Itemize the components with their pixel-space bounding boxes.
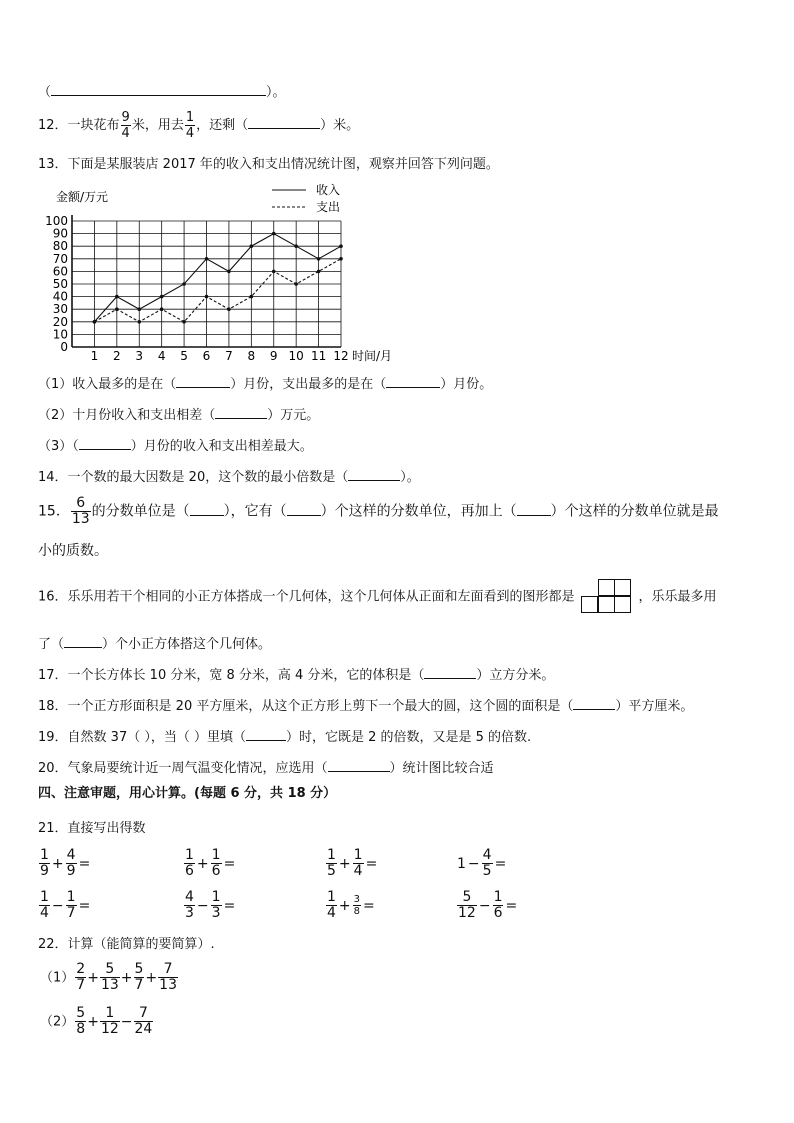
answer-blank[interactable] <box>176 374 230 388</box>
y-tick-label: 20 <box>52 314 68 329</box>
fraction: $\frac{1}{6}$ <box>493 889 503 921</box>
fraction: $\frac{1}{9}$ <box>40 847 49 879</box>
data-point-income <box>339 244 343 248</box>
x-tick-label: 9 <box>269 349 278 363</box>
y-tick-label: 70 <box>52 251 68 266</box>
answer-blank[interactable] <box>287 502 321 516</box>
answer-blank[interactable] <box>517 502 551 516</box>
q11-answer-line: （ ）。 <box>38 82 286 102</box>
question-20: 20．气象局要统计近一周气温变化情况，应选用（ ）统计图比较合适 <box>38 758 494 778</box>
data-point-income <box>317 257 321 261</box>
fraction: $\frac{7}{24}$ <box>134 1005 153 1037</box>
series-line-income <box>94 234 341 322</box>
fraction: $\frac{1}{12}$ <box>100 1005 119 1037</box>
question-15: 15． $\frac{6}{13}$ 的分数单位是（ ），它有（ ）个这样的分数单位，再加上（ ）个这样的分数单位就是最 <box>38 495 719 527</box>
question-22-part-1: （1） $\frac{2}{7}$ + $\frac{5}{13}$ + $\frac{5}{7}$ + $\frac{7}{13}$ <box>40 961 177 993</box>
mental-math-item: $\frac{1}{4}$ + $\frac{3}{8}$ = <box>327 889 375 921</box>
fraction: $\frac{1}{4}$ <box>40 889 49 921</box>
question-16: 16．乐乐用若干个相同的小正方体搭成一个几何体，这个几何体从正面和左面看到的图形都是 ，乐乐最多用 <box>38 578 717 616</box>
fraction: $\frac{7}{13}$ <box>159 961 177 993</box>
income-expense-line-chart <box>36 180 393 365</box>
answer-blank[interactable] <box>348 467 400 481</box>
data-point-income <box>182 282 186 286</box>
answer-blank[interactable] <box>79 436 131 450</box>
fraction: $\frac{1}{6}$ <box>211 847 221 879</box>
question-17: 17．一个长方体长 10 分米，宽 8 分米，高 4 分米，它的体积是（ ）立方分米。 <box>38 665 554 685</box>
question-22-part-2: （2） $\frac{5}{8}$ + $\frac{1}{12}$ − $\frac{7}{24}$ <box>40 1005 153 1037</box>
fraction: $\frac{1}{4}$ <box>327 889 336 921</box>
x-tick-labels <box>91 349 349 363</box>
mental-math-item: 1 − $\frac{4}{5}$ = <box>457 847 507 879</box>
data-point-expense <box>205 295 209 299</box>
data-point-expense <box>137 320 141 324</box>
cube-view-figure <box>579 578 635 616</box>
fraction: $\frac{1}{5}$ <box>327 847 336 879</box>
x-tick-label: 8 <box>247 349 256 363</box>
question-16-cont: 了（ ）个小正方体搭这个几何体。 <box>38 634 271 654</box>
x-tick-label: 11 <box>310 349 327 363</box>
mental-math-item: $\frac{4}{3}$ − $\frac{1}{3}$ = <box>185 889 236 921</box>
answer-blank[interactable] <box>215 405 267 419</box>
data-point-income <box>137 307 141 311</box>
answer-blank[interactable] <box>51 82 266 96</box>
question-14: 14．一个数的最大因数是 20，这个数的最小倍数是（ ）。 <box>38 467 420 487</box>
fraction: $\frac{5}{12}$ <box>458 889 476 921</box>
question-18: 18．一个正方形面积是 20 平方厘米，从这个正方形上剪下一个最大的圆，这个圆的面积是（ ）平方厘米。 <box>38 696 693 716</box>
data-point-expense <box>115 307 119 311</box>
fraction: $\frac{1}{4}$ <box>185 110 195 141</box>
data-point-expense <box>182 320 186 324</box>
x-tick-label: 6 <box>202 349 211 363</box>
answer-blank[interactable] <box>190 502 224 516</box>
legend-expense-label: 支出 <box>316 200 341 214</box>
answer-blank[interactable] <box>248 115 320 129</box>
answer-blank[interactable] <box>573 696 615 710</box>
fraction: $\frac{1}{7}$ <box>66 889 76 921</box>
data-point-income <box>205 257 209 261</box>
question-22-title: 22．计算（能简算的要简算）. <box>38 937 215 952</box>
answer-blank[interactable] <box>246 727 286 741</box>
y-tick-label: 90 <box>52 226 68 241</box>
mental-math-item: $\frac{1}{5}$ + $\frac{1}{4}$ = <box>327 847 378 879</box>
question-19: 19．自然数 37（ ），当（ ）里填（ ）时，它既是 2 的倍数，又是是 5 的倍数. <box>38 727 531 747</box>
answer-blank[interactable] <box>64 634 102 648</box>
y-tick-label: 30 <box>52 302 68 317</box>
fraction: $\frac{5}{7}$ <box>134 961 144 993</box>
fraction: $\frac{2}{7}$ <box>76 961 86 993</box>
x-tick-label: 5 <box>180 349 188 363</box>
y-axis-label: 金额/万元 <box>56 190 109 204</box>
question-13-intro: 13．下面是某服装店 2017 年的收入和支出情况统计图，观察并回答下列问题。 <box>38 157 499 172</box>
mental-math-item: $\frac{1}{6}$ + $\frac{1}{6}$ = <box>185 847 236 879</box>
section-4-title: 四、注意审题，用心计算。(每题 6 分，共 18 分） <box>38 786 337 801</box>
x-tick-label: 1 <box>90 349 99 363</box>
fraction: $\frac{3}{8}$ <box>353 894 361 917</box>
data-point-expense <box>317 270 321 274</box>
y-tick-label: 0 <box>60 340 68 354</box>
answer-blank[interactable] <box>424 665 476 679</box>
fraction: $\frac{1}{6}$ <box>185 847 194 879</box>
data-point-expense <box>160 307 164 311</box>
mental-math-item: $\frac{1}{9}$ + $\frac{4}{9}$ = <box>40 847 91 879</box>
data-point-expense <box>339 257 343 261</box>
fraction: $\frac{5}{8}$ <box>76 1005 86 1037</box>
y-tick-label: 10 <box>52 327 68 342</box>
fraction: $\frac{1}{3}$ <box>211 889 221 921</box>
chart-series <box>93 232 343 324</box>
x-tick-label: 10 <box>288 349 304 363</box>
x-axis-label: 时间/月 <box>352 349 393 363</box>
fraction: $\frac{5}{13}$ <box>100 961 119 993</box>
x-tick-label: 3 <box>135 349 144 363</box>
question-12: 12．一块花布 $\frac{9}{4}$ 米，用去 $\frac{1}{4}$ ，还剩（ ）米。 <box>38 110 360 141</box>
data-point-income <box>160 295 164 299</box>
answer-blank[interactable] <box>328 758 390 772</box>
fraction: $\frac{9}{4}$ <box>121 110 130 141</box>
question-13-3: （3）（ ）月份的收入和支出相差最大。 <box>38 436 313 456</box>
x-tick-label: 2 <box>113 349 121 363</box>
fraction: $\frac{4}{5}$ <box>482 847 492 879</box>
question-21-title: 21．直接写出得数 <box>38 821 146 836</box>
y-tick-label: 80 <box>52 239 68 254</box>
series-line-expense <box>94 259 341 322</box>
y-tick-labels <box>45 214 68 354</box>
data-point-expense <box>272 270 276 274</box>
x-tick-label: 7 <box>225 349 233 363</box>
data-point-expense <box>294 282 298 286</box>
data-point-income <box>294 244 298 248</box>
legend-income-label: 收入 <box>316 183 341 197</box>
question-13-2: （2）十月份收入和支出相差（ ）万元。 <box>38 405 319 425</box>
data-point-income <box>272 232 276 236</box>
data-point-income <box>250 244 254 248</box>
answer-blank[interactable] <box>386 374 440 388</box>
question-13-1: （1）收入最多的是在（ ）月份，支出最多的是在（ ）月份。 <box>38 374 492 394</box>
data-point-expense <box>93 320 97 324</box>
y-tick-label: 100 <box>45 214 68 228</box>
mental-math-item: $\frac{1}{4}$ − $\frac{1}{7}$ = <box>40 889 91 921</box>
data-point-expense <box>250 295 254 299</box>
y-tick-label: 50 <box>52 277 68 291</box>
fraction: $\frac{4}{3}$ <box>185 889 194 921</box>
y-tick-label: 40 <box>52 289 68 304</box>
data-point-income <box>227 270 231 274</box>
question-15-cont: 小的质数。 <box>38 543 108 559</box>
data-point-income <box>115 295 119 299</box>
data-point-expense <box>227 307 231 311</box>
fraction: $\frac{4}{9}$ <box>66 847 76 879</box>
fraction: $\frac{6}{13}$ <box>71 495 90 527</box>
fraction: $\frac{1}{4}$ <box>353 847 363 879</box>
mental-math-item: $\frac{5}{12}$ − $\frac{1}{6}$ = <box>458 889 518 921</box>
x-tick-label: 12 <box>333 349 349 363</box>
x-tick-label: 4 <box>157 349 166 363</box>
y-tick-label: 60 <box>52 264 68 279</box>
